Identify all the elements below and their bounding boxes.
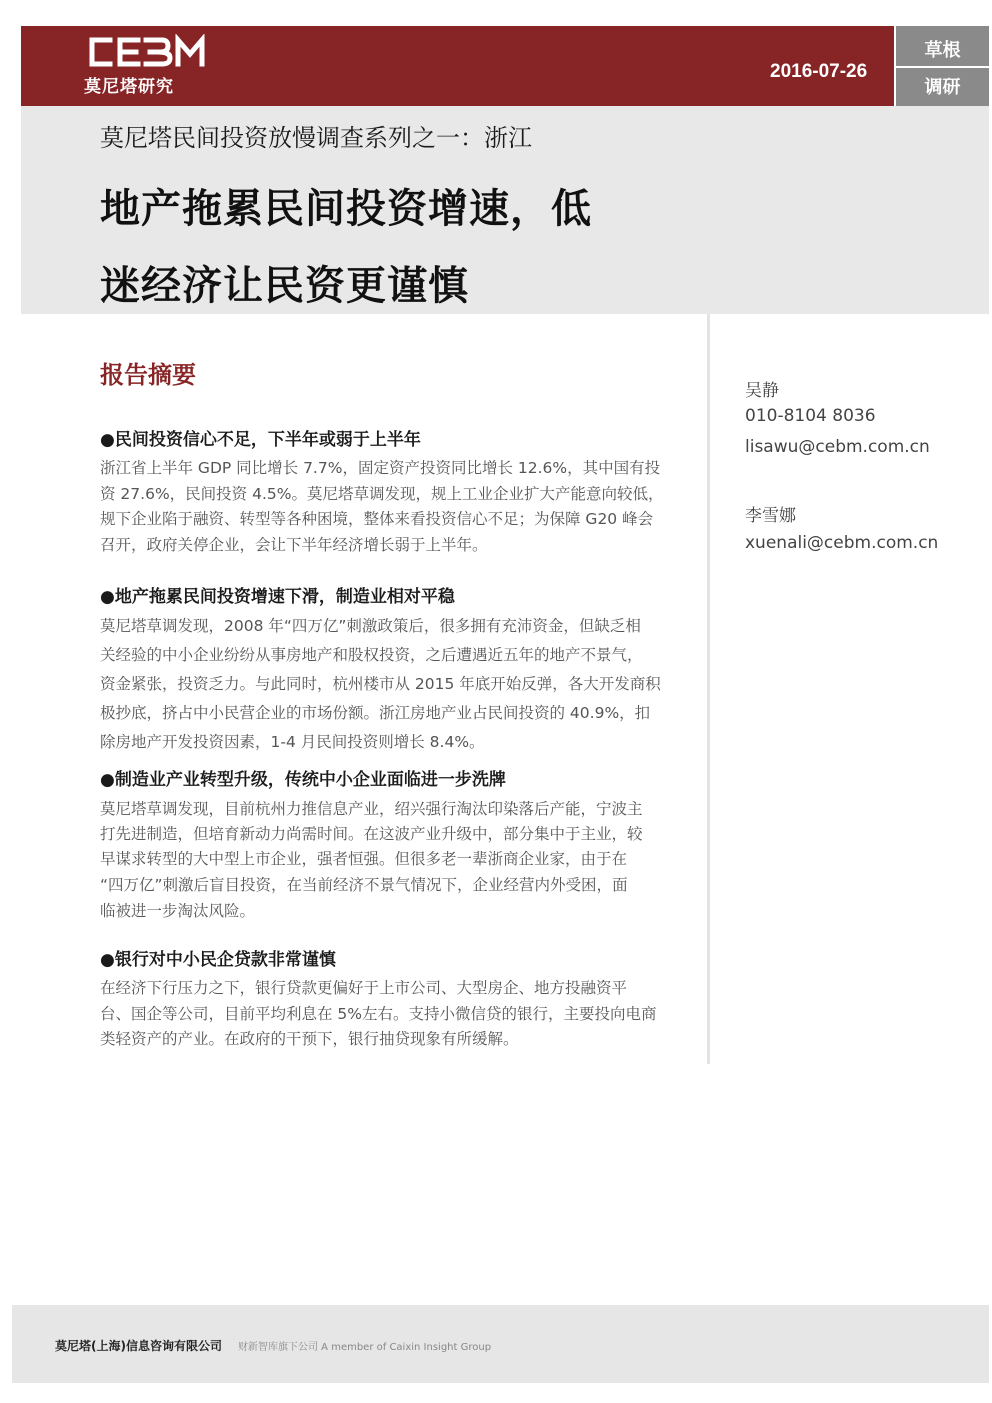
bullet-heading-4: ●银行对中小民企贷款非常谨慎: [100, 950, 336, 970]
para-1-line-1: 浙江省上半年 GDP 同比增长 7.7%，固定资产投资同比增长 12.6%，其中国有投: [100, 459, 661, 477]
author-2-name: 李雪娜: [745, 506, 796, 526]
logo-subtitle: 莫尼塔研究: [84, 77, 174, 97]
para-2-line-3: 资金紧张，投资乏力。与此同时，杭州楼市从 2015 年底开始反弹，各大开发商积: [100, 675, 661, 693]
footer-company: 莫尼塔(上海)信息咨询有限公司: [55, 1339, 222, 1353]
cebm-logo: [84, 34, 214, 97]
bullet-heading-2: ●地产拖累民间投资增速下滑，制造业相对平稳: [100, 587, 455, 607]
para-2-line-2: 关经验的中小企业纷纷从事房地产和股权投资，之后遭遇近五年的地产不景气，: [100, 646, 643, 664]
para-4-line-3: 类轻资产的产业。在政府的干预下，银行抽贷现象有所缓解。: [100, 1030, 519, 1048]
footer-member-note: 财新智库旗下公司 A member of Caixin Insight Group: [238, 1342, 492, 1353]
para-3-line-2: 打先进制造，但培育新动力尚需时间。在这波产业升级中，部分集中于主业，较: [100, 825, 643, 843]
author-1-name: 吴静: [745, 381, 779, 401]
para-1-line-3: 规下企业陷于融资、转型等各种困境，整体来看投资信心不足；为保障 G20 峰会: [100, 510, 654, 528]
bullet-heading-3: ●制造业产业转型升级，传统中小企业面临进一步洗牌: [100, 770, 506, 790]
doc-type-divider: [896, 66, 989, 68]
doc-type-line-1: 草根: [924, 40, 961, 61]
para-2-line-4: 极抄底，挤占中小民营企业的市场份额。浙江房地产业占民间投资的 40.9%，扣: [100, 704, 651, 722]
main-title-line-1: 地产拖累民间投资增速，低: [100, 186, 592, 232]
bullet-heading-1: ●民间投资信心不足，下半年或弱于上半年: [100, 430, 421, 450]
summary-heading: 报告摘要: [100, 361, 196, 389]
column-divider: [707, 314, 710, 1064]
para-1-line-2: 资 27.6%，民间投资 4.5%。莫尼塔草调发现，规上工业企业扩大产能意向较低，: [100, 485, 664, 503]
para-4-line-1: 在经济下行压力之下，银行贷款更偏好于上市公司、大型房企、地方投融资平: [100, 979, 628, 997]
para-3-line-4: “四万亿”刺激后盲目投资，在当前经济不景气情况下，企业经营内外受困，面: [100, 876, 628, 894]
para-3-line-3: 早谋求转型的大中型上市企业，强者恒强。但很多老一辈浙商企业家，由于在: [100, 850, 628, 868]
doc-type-line-2: 调研: [924, 77, 961, 98]
para-4-line-2: 台、国企等公司，目前平均利息在 5%左右。支持小微信贷的银行，主要投向电商: [100, 1005, 657, 1023]
report-date: 2016-07-26: [770, 61, 868, 82]
series-title: 莫尼塔民间投资放慢调查系列之一：浙江: [100, 124, 532, 152]
author-2-email[interactable]: xuenali@cebm.com.cn: [745, 533, 939, 553]
author-1-phone: 010-8104 8036: [745, 406, 876, 426]
para-1-line-4: 召开，政府关停企业，会让下半年经济增长弱于上半年。: [100, 536, 488, 554]
para-2-line-5: 除房地产开发投资因素，1-4 月民间投资则增长 8.4%。: [100, 733, 485, 751]
para-3-line-1: 莫尼塔草调发现，目前杭州力推信息产业，绍兴强行淘汰印染落后产能，宁波主: [100, 800, 643, 818]
logo-mark: [84, 34, 209, 70]
doc-type-badge: [896, 26, 989, 106]
main-title-line-2: 迷经济让民资更谨慎: [100, 263, 469, 309]
para-3-line-5: 临被进一步淘汰风险。: [100, 902, 256, 920]
para-2-line-1: 莫尼塔草调发现，2008 年“四万亿”刺激政策后，很多拥有充沛资金，但缺乏相: [100, 617, 641, 635]
author-1-email[interactable]: lisawu@cebm.com.cn: [745, 437, 930, 457]
